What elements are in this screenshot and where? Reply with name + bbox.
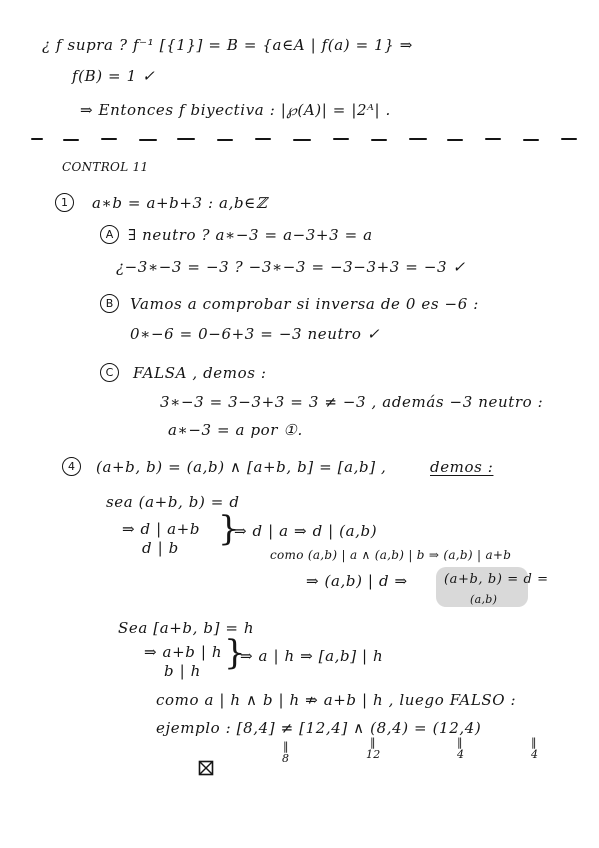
text-line-d-divides-ab: ⇒ d | a+b [122,520,201,538]
text-line-sea-h: Sea [a+b, b] = h [118,619,255,637]
text-line-check-neutro: ¿−3∗−3 = −3 ? −3∗−3 = −3−3+3 = −3 ✓ [116,258,466,276]
text-line-sea-d: sea (a+b, b) = d [106,493,240,511]
text-line-fb: f(B) = 1 ✓ [72,67,156,85]
text-line-ab-divides-h: ⇒ a+b | h [144,643,223,661]
item-marker-1: 1 [55,193,74,212]
text-line-inversa-check: 0∗−6 = 0−6+3 = −3 neutro ✓ [130,325,381,343]
text-line-a-divides-h: ⇒ a | h ⇒ [a,b] | h [240,647,384,665]
text-line-luego-falso: como a | h ∧ b | h ⇏ a+b | h , luego FALSO : [156,691,517,709]
item-marker-c: C [100,363,119,382]
text-line-inversa: Vamos a comprobar si inversa de 0 es −6 : [130,295,479,313]
text-line-d-divides-mcd: ⇒ d | a ⇒ d | (a,b) [234,522,378,540]
brace-1: } [218,509,240,549]
text-line-ejemplo: ejemplo : [8,4] ≠ [12,4] ∧ (8,4) = (12,4) [156,719,482,737]
value-lcm-2: 12 [366,748,381,761]
equals-mark-4: ‖ [531,736,537,749]
control-heading: CONTROL 11 [62,160,149,174]
equals-mark-2: ‖ [370,736,376,749]
item-marker-a: A [100,225,119,244]
text-line-b-divides-h: b | h [164,662,201,680]
text-line-demos: demos : [430,458,494,476]
text-line-por-1: a∗−3 = a por ①. [168,421,303,439]
item-marker-4: 4 [62,457,81,476]
text-line-como-mcd: como (a,b) | a ∧ (a,b) | b ⇒ (a,b) | a+b [270,548,512,562]
equals-mark-1: ‖ [283,740,289,753]
text-line-result-d: (a+b, b) = d = [444,572,549,587]
text-line-contraejemplo: 3∗−3 = 3−3+3 = 3 ≠ −3 , además −3 neutro : [160,393,544,411]
text-line-falsa: FALSA , demos : [133,364,267,382]
text-line-neutro: ∃ neutro ? a∗−3 = a−3+3 = a [128,226,373,244]
brace-2: } [224,633,246,673]
text-line-operation: a∗b = a+b+3 : a,b∈ℤ [92,194,268,212]
text-line-supra: ¿ f supra ? f⁻¹ [{1}] = B = {a∈A | f(a) = 1} ⇒ [42,36,413,54]
text-line-mcd-divides-d: ⇒ (a,b) | d ⇒ [306,572,408,590]
dashed-separator [28,136,588,142]
equals-mark-3: ‖ [457,736,463,749]
value-gcd-2: 4 [531,748,539,761]
value-lcm-1: 8 [282,752,290,765]
text-line-result-mcd: (a,b) [470,593,498,606]
text-line-d-divides-b: d | b [142,539,179,557]
text-line-biyectiva: ⇒ Entonces f biyectiva : |℘(A)| = |2ᴬ| . [80,101,391,119]
end-of-proof-box-icon [198,760,214,776]
text-line-mcd-mcm: (a+b, b) = (a,b) ∧ [a+b, b] = [a,b] , [96,458,387,476]
value-gcd-1: 4 [457,748,465,761]
item-marker-b: B [100,294,119,313]
